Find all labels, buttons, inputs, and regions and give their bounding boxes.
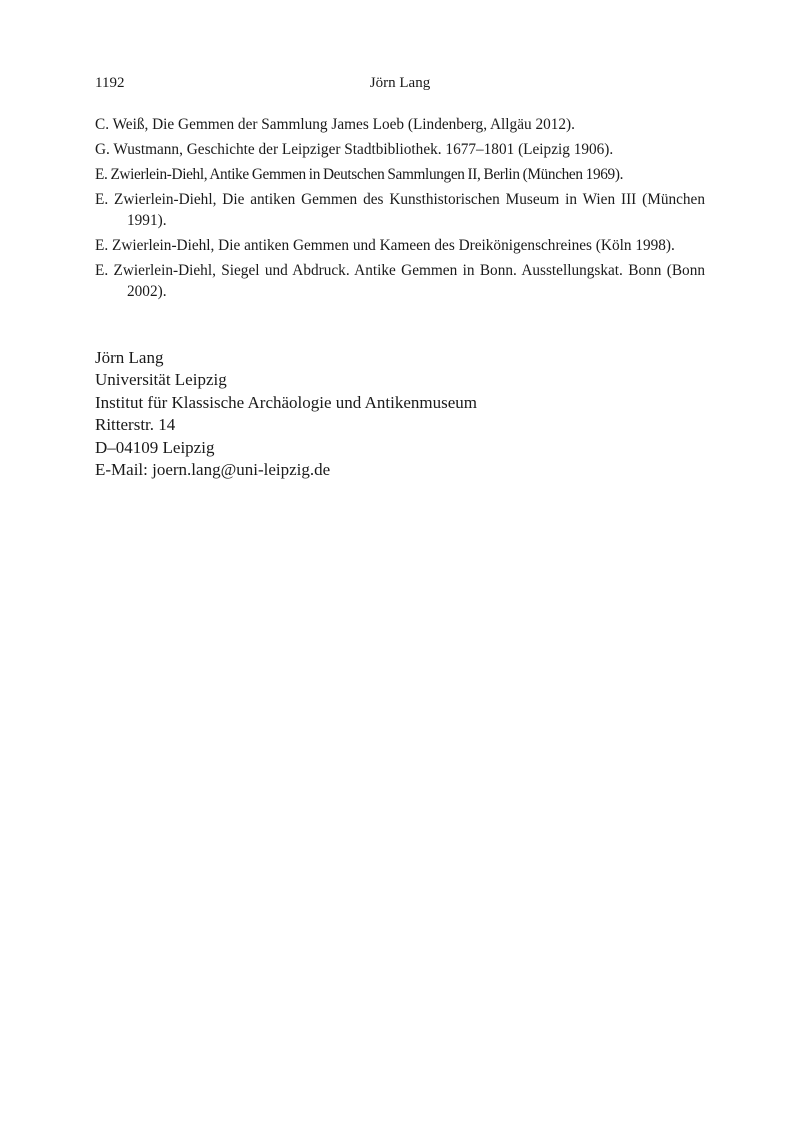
address-email: E-Mail: joern.lang@uni-leipzig.de — [95, 460, 331, 480]
bibliography-entry: E. Zwierlein-Diehl, Siegel und Abdruck. Antike Gemmen in Bonn. Ausstellungskat. Bonn (Bonn 2002). — [95, 262, 705, 300]
address-street: Ritterstr. 14 — [95, 415, 176, 435]
running-head-author: Jörn Lang — [369, 75, 431, 91]
bibliography-entry: E. Zwierlein-Diehl, Die antiken Gemmen und Kameen des Dreikönigenschreines (Köln 1998). — [95, 237, 675, 254]
running-head — [95, 73, 705, 93]
author-address — [95, 347, 705, 481]
address-city: D–04109 Leipzig — [95, 437, 215, 457]
page — [95, 0, 705, 1131]
address-institution: Universität Leipzig — [95, 370, 227, 390]
address-department: Institut für Klassische Archäologie und Antikenmuseum — [95, 392, 477, 412]
bibliography-entry: C. Weiß, Die Gemmen der Sammlung James Loeb (Lindenberg, Allgäu 2012). — [95, 116, 575, 133]
bibliography-entry: E. Zwierlein-Diehl, Die antiken Gemmen des Kunsthistorischen Museum in Wien III (München 1991). — [95, 191, 705, 229]
bibliography-entry: E. Zwierlein-Diehl, Antike Gemmen in Deutschen Sammlungen II, Berlin (München 1969). — [95, 166, 624, 183]
page-number: 1192 — [95, 75, 125, 91]
address-name: Jörn Lang — [95, 348, 164, 367]
bibliography-list — [95, 114, 705, 306]
bibliography-entry: G. Wustmann, Geschichte der Leipziger Stadtbibliothek. 1677–1801 (Leipzig 1906). — [95, 141, 614, 158]
